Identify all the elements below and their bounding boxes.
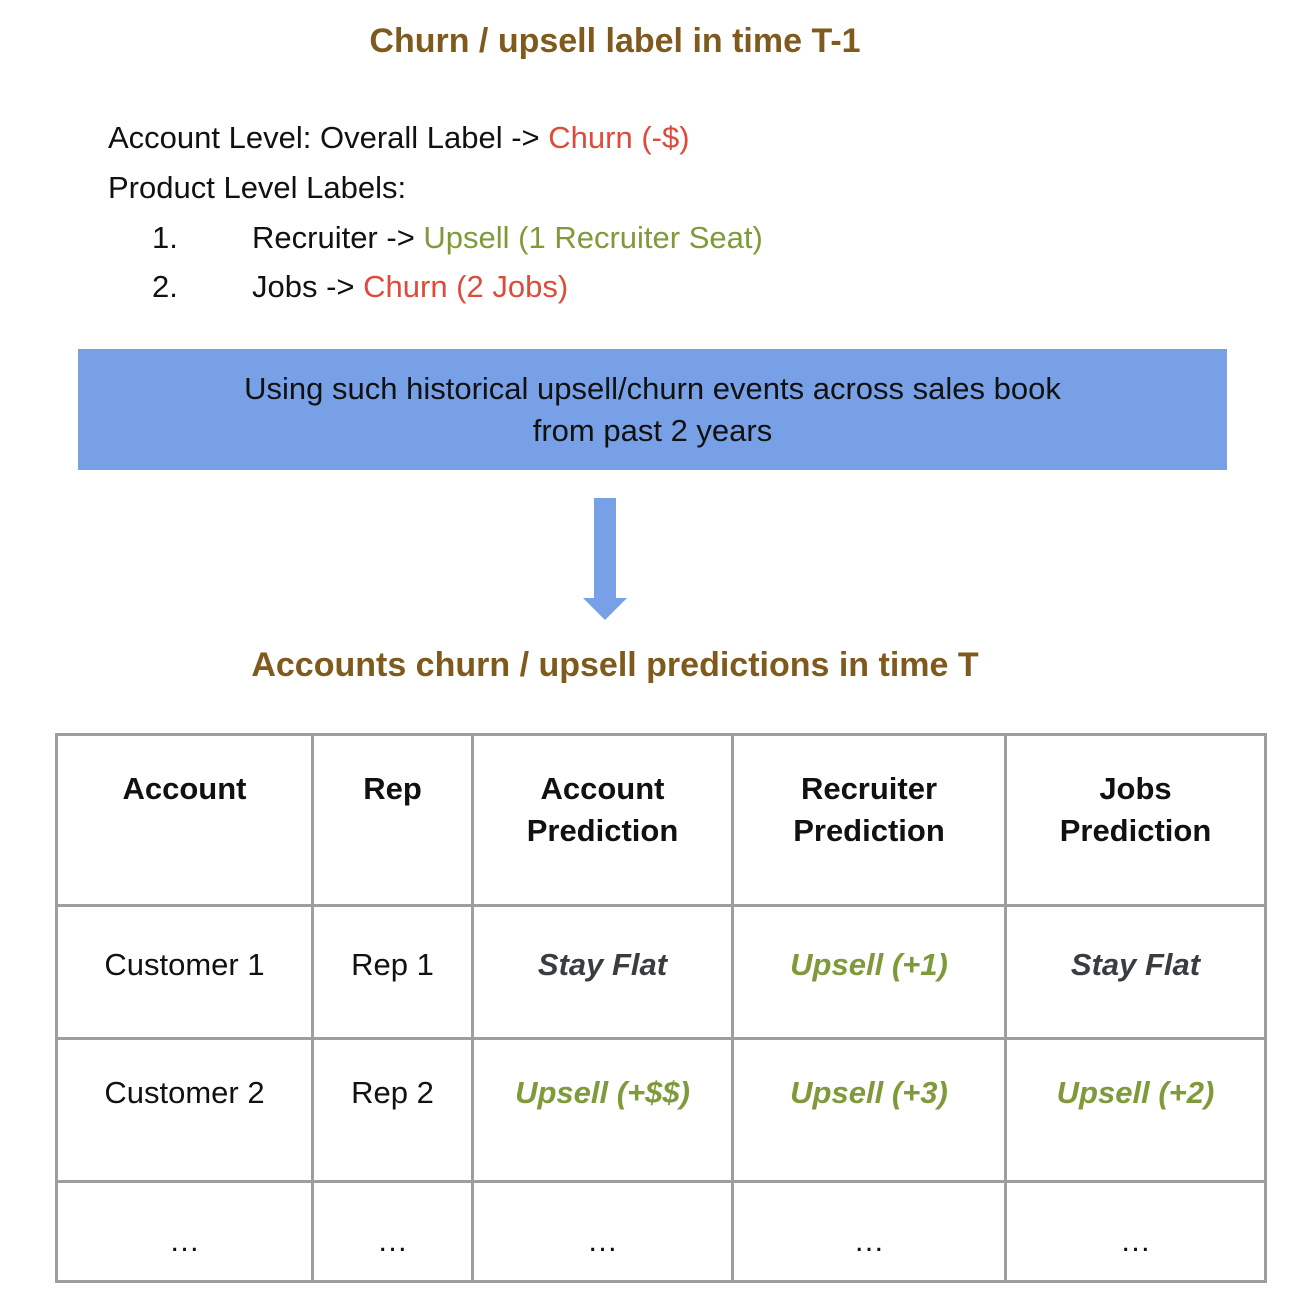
info-box-line: Using such historical upsell/churn events across sales book: [244, 370, 1061, 406]
cell-ellipsis: …: [1006, 1182, 1266, 1282]
item-number: 2.: [152, 269, 178, 304]
header-account-prediction: Account Prediction: [473, 735, 733, 906]
cell-account: Customer 2: [57, 1039, 313, 1182]
cell-ellipsis: …: [57, 1182, 313, 1282]
cell-ellipsis: …: [733, 1182, 1006, 1282]
cell-jobs-prediction: Upsell (+2): [1006, 1039, 1266, 1182]
item-number: 1.: [152, 220, 178, 255]
down-arrow-icon: [580, 498, 630, 622]
item-value: Upsell (1 Recruiter Seat): [423, 220, 763, 255]
product-label-item: [152, 218, 763, 258]
account-level-prefix: Account Level: Overall Label ->: [108, 120, 549, 155]
cell-recruiter-prediction: Upsell (+3): [733, 1039, 1006, 1182]
bottom-title: Accounts churn / upsell predictions in time T: [251, 646, 979, 684]
table-row: [57, 1182, 1266, 1282]
cell-jobs-prediction: Stay Flat: [1006, 906, 1266, 1039]
item-value: Churn (2 Jobs): [363, 269, 569, 304]
item-name: Recruiter ->: [252, 220, 424, 255]
cell-account-prediction: Stay Flat: [473, 906, 733, 1039]
info-box-line: from past 2 years: [532, 412, 773, 448]
header-account: Account: [57, 735, 313, 906]
cell-recruiter-prediction: Upsell (+1): [733, 906, 1006, 1039]
header-recruiter-prediction: Recruiter Prediction: [733, 735, 1006, 906]
table-header-row: [57, 735, 1266, 906]
product-label-item: [152, 267, 568, 307]
cell-ellipsis: …: [313, 1182, 473, 1282]
info-box: [78, 349, 1227, 470]
header-rep: Rep: [313, 735, 473, 906]
cell-account-prediction: Upsell (+$$): [473, 1039, 733, 1182]
account-level-label: [108, 118, 690, 158]
predictions-table: [55, 733, 1267, 1283]
cell-ellipsis: …: [473, 1182, 733, 1282]
cell-account: Customer 1: [57, 906, 313, 1039]
header-jobs-prediction: Jobs Prediction: [1006, 735, 1266, 906]
top-title: Churn / upsell label in time T-1: [369, 22, 861, 60]
cell-rep: Rep 2: [313, 1039, 473, 1182]
item-name: Jobs ->: [252, 269, 364, 304]
product-level-heading: Product Level Labels:: [108, 170, 407, 205]
account-level-value: Churn (-$): [548, 120, 690, 155]
table-row: [57, 906, 1266, 1039]
cell-rep: Rep 1: [313, 906, 473, 1039]
table-row: [57, 1039, 1266, 1182]
